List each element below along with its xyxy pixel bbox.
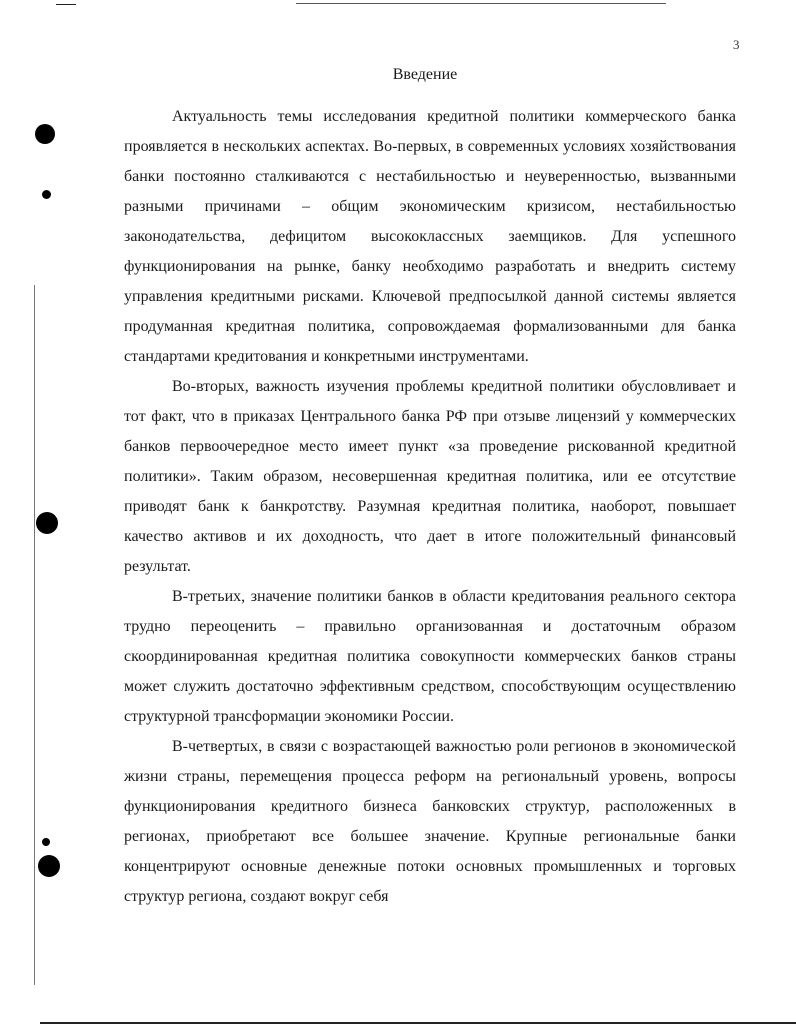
punch-hole-4 xyxy=(38,855,60,877)
page-number: 3 xyxy=(733,37,740,52)
body-text xyxy=(124,102,736,912)
punch-hole-5 xyxy=(42,838,50,846)
punch-hole-2 xyxy=(42,190,51,199)
top-edge-line-right xyxy=(296,3,666,4)
top-edge-line-left xyxy=(56,4,76,5)
paragraph-2: Во-вторых, важность изучения проблемы кредитной политики обусловливает и тот факт, что в приказах Центрального банка РФ при отзыве лицензий у коммерческих банков первоочередное место имеет пункт «за проведение рискованной кредитной политики». Таким образом, несовершенная кредитная политика, или ее отсутствие приводят банк к банкротству. Разумная кредитная политика, наоборот, повышает качество активов и их доходность, что дает в итоге положительный финансовый результат. xyxy=(124,378,736,575)
left-margin-line xyxy=(34,285,35,985)
page-title: Введение xyxy=(392,66,458,83)
punch-hole-1 xyxy=(35,124,55,144)
punch-hole-3 xyxy=(36,512,58,534)
paragraph-4: В-четвертых, в связи с возрастающей важностью роли регионов в экономической жизни страны, перемещения процесса реформ на региональный уровень, вопросы функционирования кредитного бизнеса банковских структур, расположенных в регионах, приобретают все большее значение. Крупные региональные банки концентрируют основные денежные потоки основных промышленных и торговых структур региона, создают вокруг себя xyxy=(124,738,736,905)
bottom-edge-line xyxy=(40,1022,796,1024)
paragraph-3: В-третьих, значение политики банков в области кредитования реального сектора трудно переоценить – правильно организованная и достаточным образом скоординированная кредитная политика совокупности коммерческих банков страны может служить достаточно эффективным средством, способствующим осуществлению структурной трансформации экономики России. xyxy=(124,588,736,725)
paragraph-1: Актуальность темы исследования кредитной политики коммерческого банка проявляется в нескольких аспектах. Во-первых, в современных условиях хозяйствования банки постоянно сталкиваются с нестабильностью и неуверенностью, вызванными разными причинами – общим экономическим кризисом, нестабильностью законодательства, дефицитом высококлассных заемщиков. Для успешного функционирования на рынке, банку необходимо разработать и внедрить систему управления кредитными рисками. Ключевой предпосылкой данной системы является продуманная кредитная политика, сопровождаемая формализованными для банка стандартами кредитования и конкретными инструментами. xyxy=(124,108,736,365)
